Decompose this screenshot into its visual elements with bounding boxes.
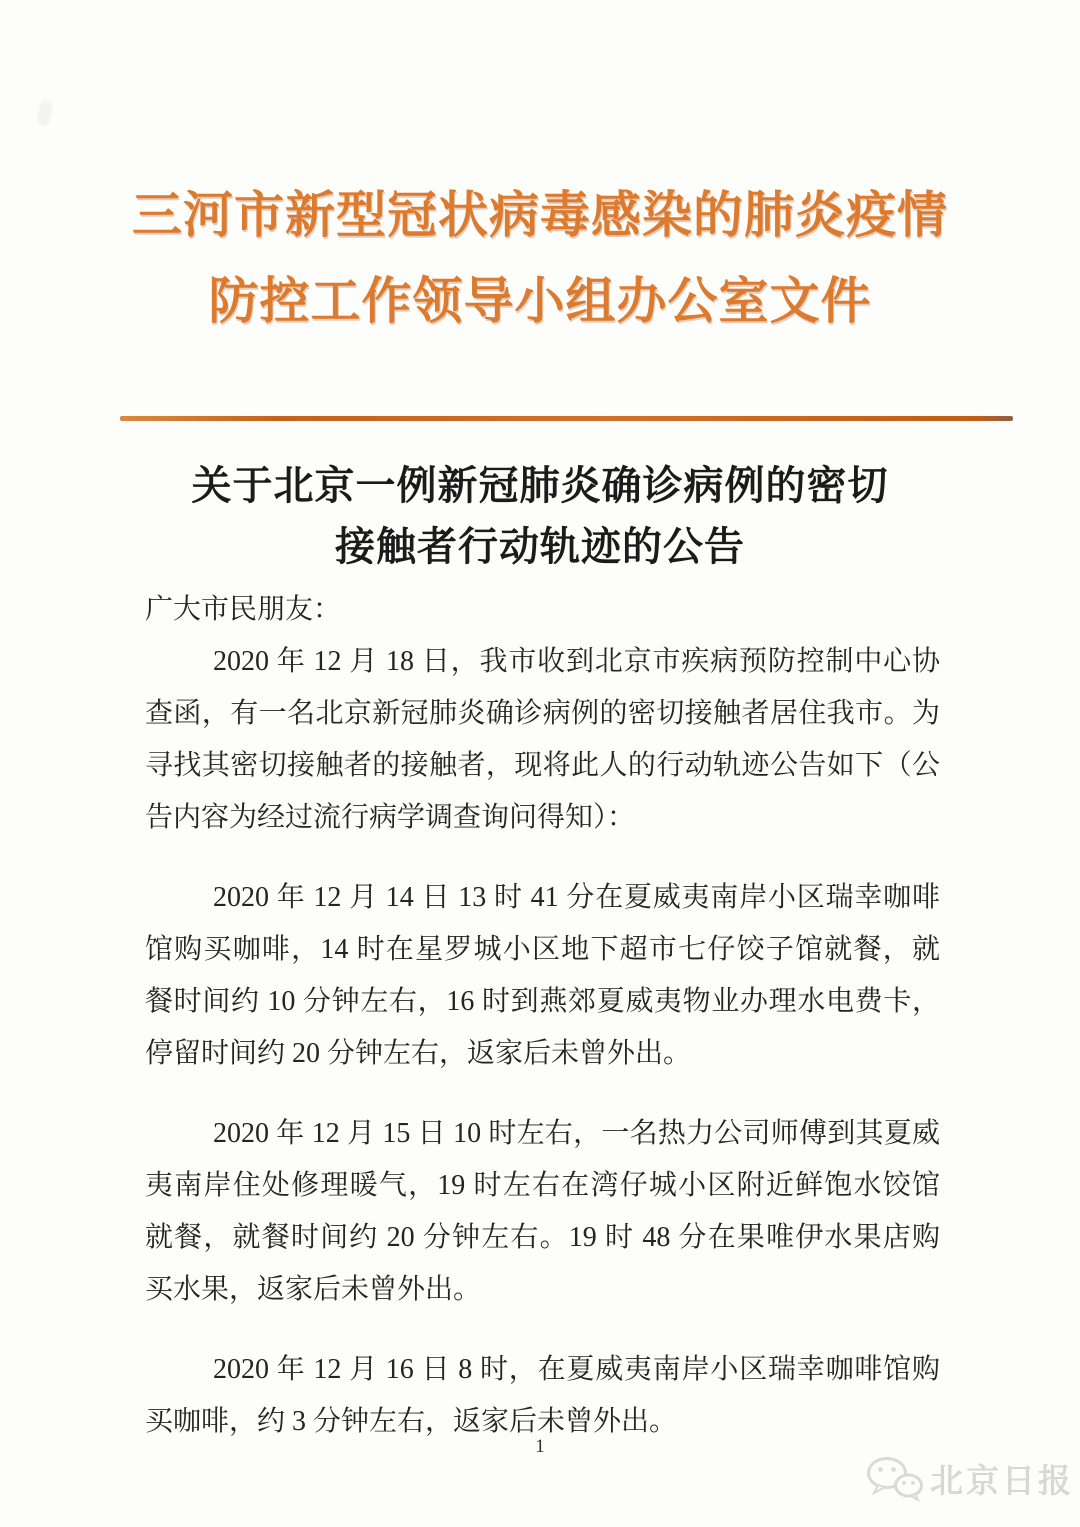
paragraph-line: 夷南岸住处修理暖气，19 时左右在湾仔城小区附近鲜饱水饺馆 <box>145 1170 940 1201</box>
scan-smudge <box>35 99 54 127</box>
paragraph-line: 2020 年 12 月 16 日 8 时，在夏威夷南岸小区瑞幸咖啡馆购 <box>213 1354 940 1385</box>
paragraph-line: 2020 年 12 月 18 日，我市收到北京市疾病预防控制中心协 <box>213 646 940 677</box>
notice-title-line1: 关于北京一例新冠肺炎确诊病例的密切 <box>191 463 889 508</box>
notice-title-line2: 接触者行动轨迹的公告 <box>335 524 745 569</box>
wechat-logo-icon <box>866 1456 924 1502</box>
paragraph-line: 查函，有一名北京新冠肺炎确诊病例的密切接触者居住我市。为 <box>145 698 940 729</box>
paragraph-line: 买水果，返家后未曾外出。 <box>145 1274 482 1305</box>
page-number: 1 <box>535 1436 545 1457</box>
notice-body <box>145 584 940 1476</box>
source-watermark <box>866 1455 1074 1502</box>
letterhead <box>0 172 1080 344</box>
paragraph-line: 停留时间约 20 分钟左右，返家后未曾外出。 <box>145 1038 692 1069</box>
letterhead-line2: 防控工作领导小组办公室文件 <box>208 273 872 329</box>
letterhead-divider <box>120 416 1013 421</box>
paragraph-line: 馆购买咖啡，14 时在星罗城小区地下超市七仔饺子馆就餐，就 <box>145 934 940 965</box>
letterhead-line1: 三河市新型冠状病毒感染的肺炎疫情 <box>132 187 948 243</box>
notice-title <box>0 455 1080 577</box>
paragraph-line: 就餐，就餐时间约 20 分钟左右。19 时 48 分在果唯伊水果店购 <box>145 1222 940 1253</box>
paragraph-line: 2020 年 12 月 14 日 13 时 41 分在夏威夷南岸小区瑞幸咖啡 <box>213 882 940 913</box>
paragraph-line: 寻找其密切接触者的接触者，现将此人的行动轨迹公告如下（公 <box>145 750 940 781</box>
paragraph-line: 告内容为经过流行病学调查询问得知）： <box>145 802 636 833</box>
paragraph-line: 餐时间约 10 分钟左右，16 时到燕郊夏威夷物业办理水电费卡， <box>145 986 940 1017</box>
salutation: 广大市民朋友： <box>145 594 342 625</box>
watermark-source-name: 北京日报 <box>930 1462 1074 1499</box>
paragraph-line: 买咖啡，约 3 分钟左右，返家后未曾外出。 <box>145 1406 678 1437</box>
paragraph-line: 2020 年 12 月 15 日 10 时左右，一名热力公司师傅到其夏威 <box>213 1118 940 1149</box>
